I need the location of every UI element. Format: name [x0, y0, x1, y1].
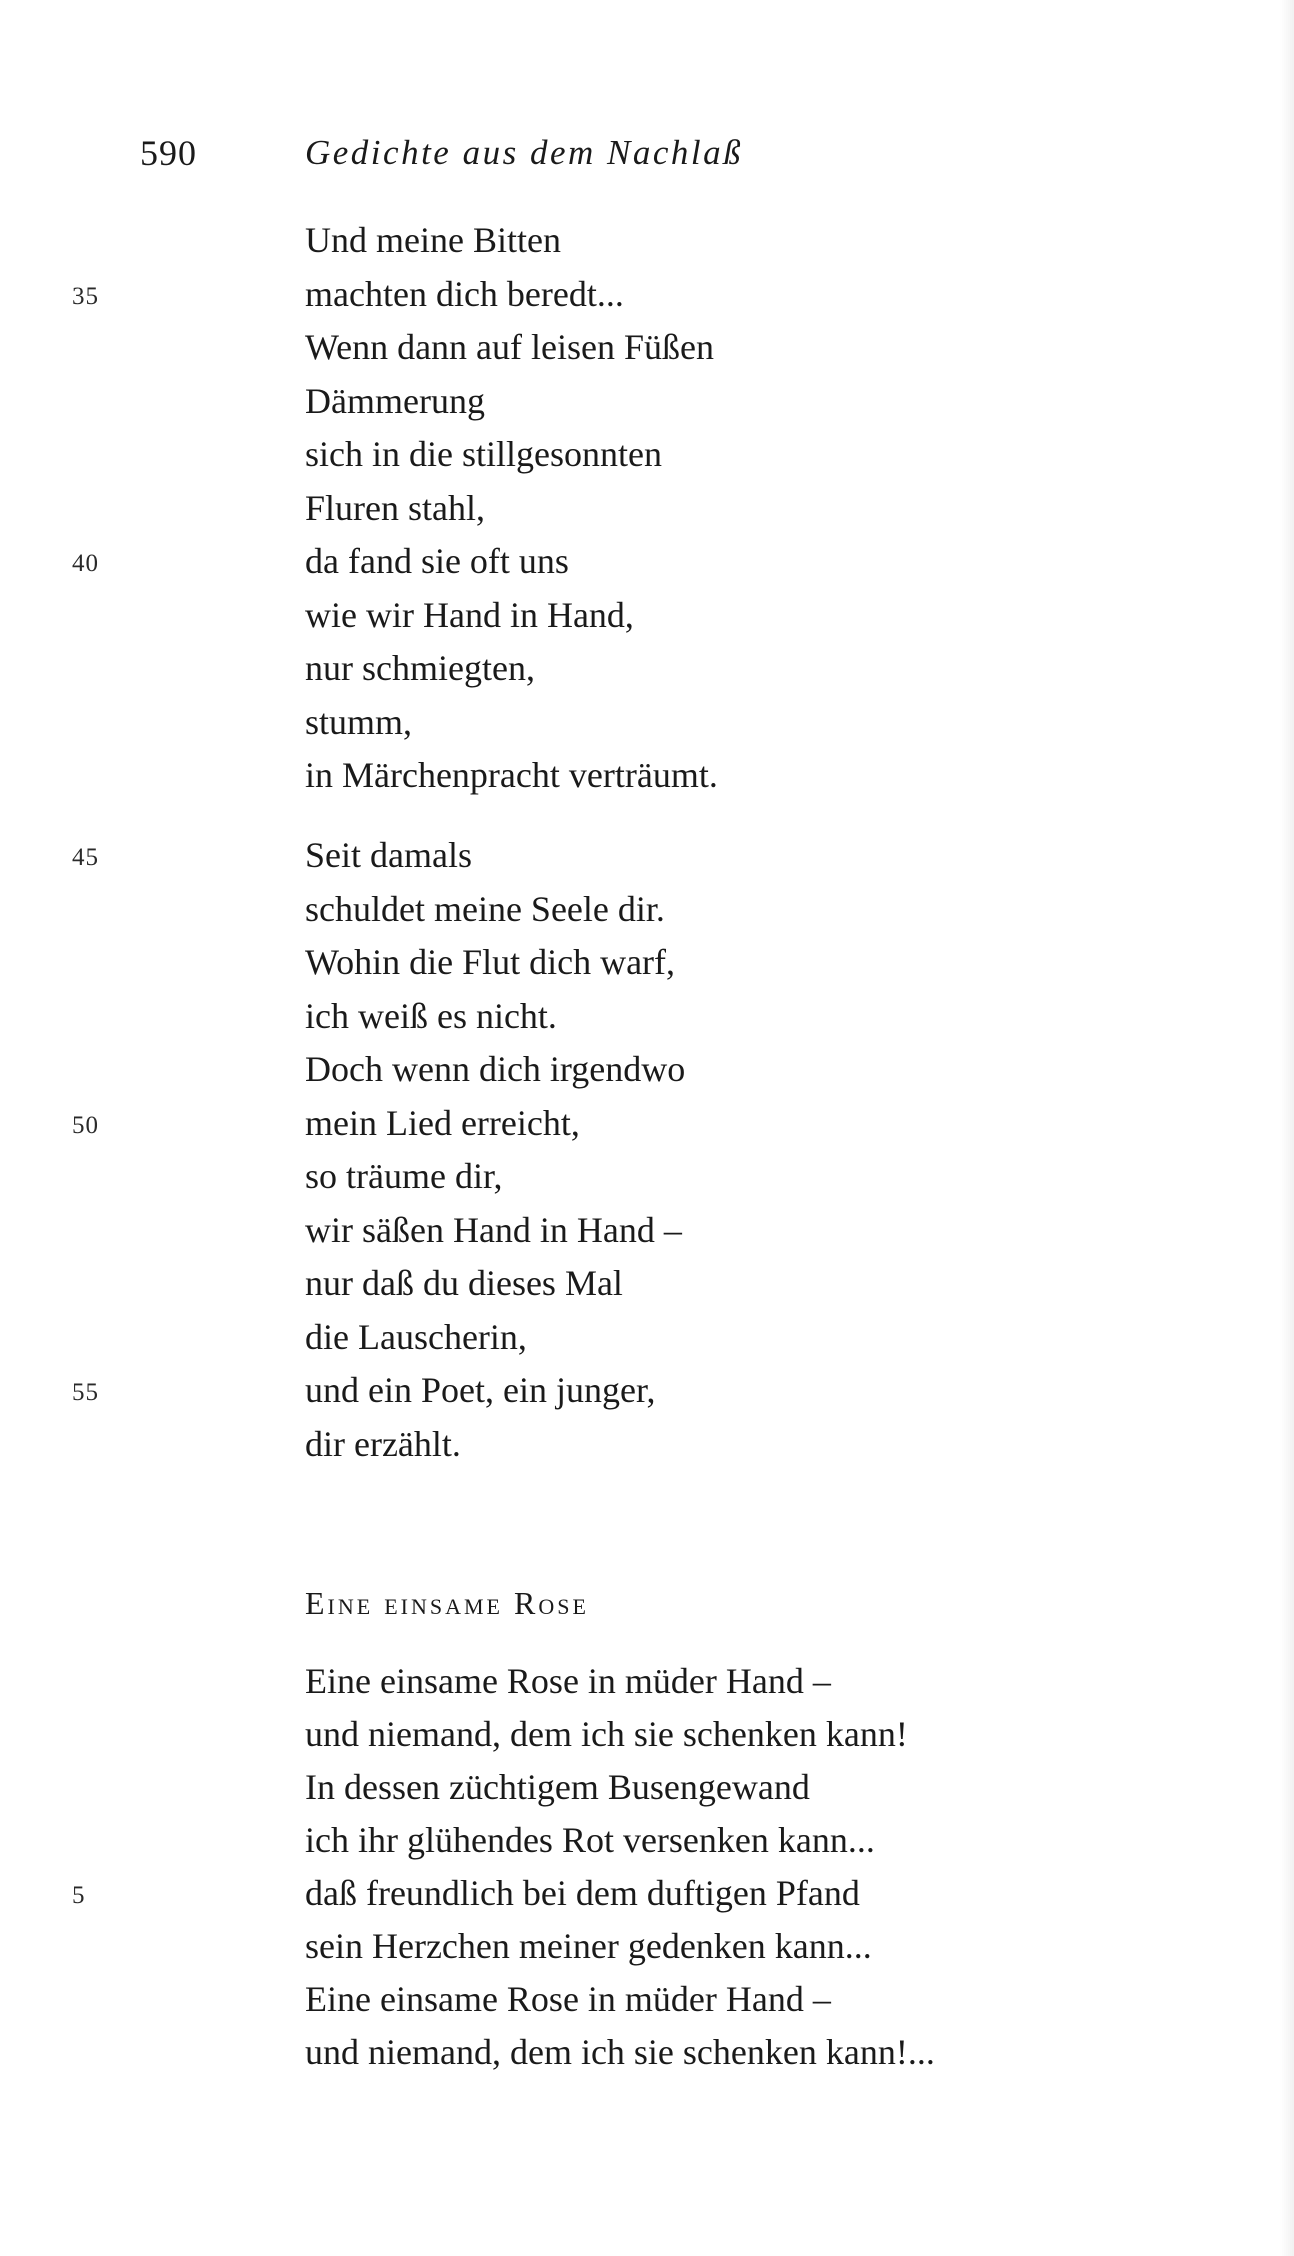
- verse-line-text: in Märchenpracht verträumt.: [305, 755, 718, 795]
- verse-line: [305, 428, 718, 482]
- rose-poem-stanza: [72, 1655, 935, 2079]
- verse-line: [305, 696, 718, 750]
- page-edge-shadow: [1280, 0, 1294, 2256]
- verse-line: [305, 1973, 935, 2026]
- verse-line-text: ich ihr glühendes Rot versenken kann...: [305, 1820, 875, 1860]
- verse-line-text: In dessen züchtigem Busengewand: [305, 1767, 810, 1807]
- verse-line-text: nur schmiegten,: [305, 648, 535, 688]
- verse-line-text: wie wir Hand in Hand,: [305, 594, 634, 635]
- verse-line: [305, 2026, 935, 2079]
- line-number: 45: [72, 844, 99, 871]
- verse-line-text: sein Herzchen meiner gedenken kann...: [305, 1926, 872, 1966]
- verse-line-text: Seit damals: [305, 835, 472, 875]
- verse-line: [305, 375, 718, 429]
- verse-line: [305, 1311, 685, 1365]
- running-head: [0, 128, 1294, 178]
- verse-line-text: mein Lied erreicht,: [305, 1102, 580, 1143]
- verse-line: [305, 1257, 685, 1311]
- verse-line: [305, 1920, 935, 1973]
- verse-line: [72, 535, 718, 589]
- line-number: 35: [72, 282, 99, 310]
- poem-stanza-2: [72, 829, 686, 1471]
- verse-line-text: da fand sie oft uns: [305, 541, 569, 581]
- verse-line: [305, 1761, 935, 1814]
- verse-line-text: so träume dir,: [305, 1156, 503, 1196]
- verse-line: [305, 1150, 685, 1204]
- verse-line-text: ich weiß es nicht.: [305, 995, 557, 1036]
- verse-line-text: daß freundlich bei dem duftigen Pfand: [305, 1873, 860, 1913]
- verse-line: [305, 883, 685, 937]
- verse-line-text: und niemand, dem ich sie schenken kann!: [305, 1714, 908, 1754]
- verse-line: [305, 482, 718, 536]
- verse-line: [305, 1708, 935, 1761]
- verse-line: [305, 1043, 685, 1097]
- verse-line-text: nur daß du dieses Mal: [305, 1263, 623, 1303]
- verse-line: [305, 1814, 935, 1867]
- verse-line-text: dir erzählt.: [305, 1423, 461, 1464]
- poem-title: Eine einsame Rose: [305, 1585, 589, 1621]
- verse-line-text: Eine einsame Rose in müder Hand –: [305, 1979, 831, 2019]
- verse-line-text: Fluren stahl,: [305, 487, 485, 528]
- verse-line-text: stumm,: [305, 701, 413, 742]
- verse-line: [305, 642, 718, 696]
- verse-line: [305, 936, 685, 990]
- verse-line-text: Doch wenn dich irgendwo: [305, 1049, 686, 1089]
- verse-line-text: Und meine Bitten: [305, 220, 561, 260]
- verse-line: [305, 1204, 685, 1258]
- line-number: 40: [72, 550, 99, 577]
- verse-line-text: machten dich beredt...: [305, 273, 624, 314]
- verse-line: [305, 749, 718, 803]
- verse-line-text: und ein Poet, ein junger,: [305, 1370, 656, 1410]
- verse-line-text: sich in die stillgesonnten: [305, 434, 662, 474]
- verse-line: [72, 268, 718, 322]
- line-number: 5: [72, 1882, 86, 1909]
- verse-line-text: und niemand, dem ich sie schenken kann!...: [305, 2032, 935, 2072]
- verse-line-text: die Lauscherin,: [305, 1316, 527, 1357]
- verse-line-text: Eine einsame Rose in müder Hand –: [305, 1661, 831, 1701]
- running-title: Gedichte aus dem Nachlaß: [305, 133, 744, 172]
- verse-line: [72, 1364, 685, 1418]
- verse-line-text: Wenn dann auf leisen Füßen: [305, 327, 714, 367]
- verse-line: [72, 1867, 935, 1920]
- verse-line: [72, 1097, 685, 1151]
- line-number: 55: [72, 1379, 99, 1406]
- verse-line: [305, 589, 718, 643]
- verse-line-text: wir säßen Hand in Hand –: [305, 1209, 682, 1250]
- poem-stanza-1: [72, 214, 718, 803]
- verse-line: [305, 990, 685, 1044]
- verse-line: [305, 1418, 685, 1472]
- verse-line-text: Dämmerung: [305, 380, 485, 421]
- verse-line: [305, 321, 718, 375]
- line-number: 50: [72, 1111, 99, 1139]
- verse-line: [305, 214, 718, 268]
- verse-line: [305, 1655, 935, 1708]
- verse-line-text: Wohin die Flut dich warf,: [305, 942, 676, 982]
- verse-line: [72, 829, 685, 883]
- verse-line-text: schuldet meine Seele dir.: [305, 888, 665, 929]
- page-number: 590: [140, 133, 197, 173]
